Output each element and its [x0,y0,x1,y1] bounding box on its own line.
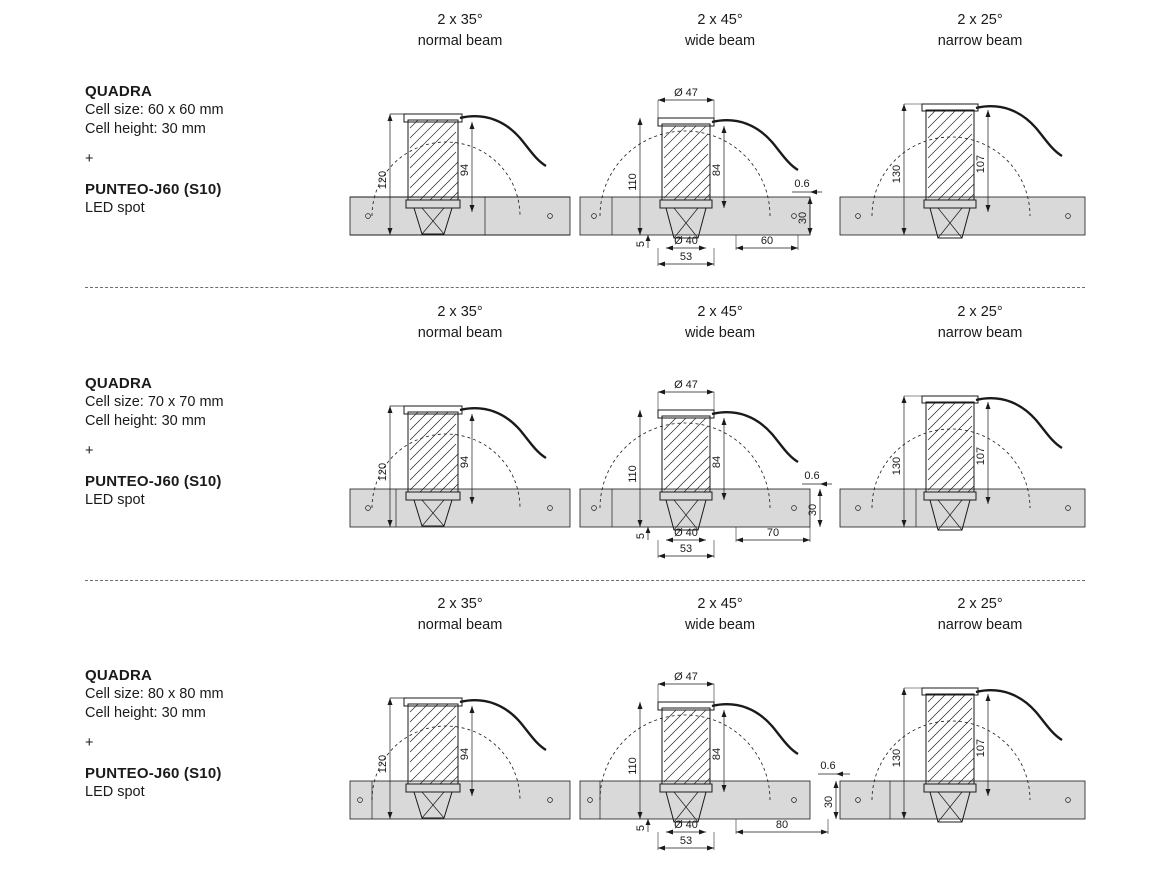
beam-degrees: 2 x 25° [957,12,1003,28]
dim-slab-thickness: 30 [807,503,819,517]
product-row [0,292,1170,584]
dim-gap: 0.6 [820,760,836,772]
row-divider [85,287,1085,288]
section-drawing-wide [570,52,870,292]
dim-left: 130 [891,748,903,768]
drawing-svg [310,52,610,292]
spacer [85,723,335,734]
drawing-svg [570,52,870,292]
dim-bottom-diameter: Ø 40 [674,235,698,247]
cell-height-text: Cell height: 30 mm [85,121,206,137]
dim-left: 110 [627,465,639,483]
spacer [85,753,335,764]
plus-text: + [85,443,94,459]
dim-bottom-small: 5 [635,240,647,248]
dim-bottom-width: 53 [679,251,693,263]
dim-bottom-small: 5 [635,824,647,832]
dim-cell-width: 60 [760,235,774,247]
beam-column-narrow [830,0,1130,292]
beam-name: wide beam [684,617,756,633]
spacer [85,169,335,180]
product-type: LED spot [85,200,145,216]
beam-name: normal beam [417,617,503,633]
beam-degrees: 2 x 35° [437,304,483,320]
dim-right: 94 [459,747,471,761]
beam-name: normal beam [417,33,503,49]
dim-bottom-diameter: Ø 40 [674,819,698,831]
drawing-svg [310,344,610,584]
beam-column-narrow [830,292,1130,584]
beam-heading [570,594,870,636]
beam-degrees: 2 x 45° [697,596,743,612]
beam-heading [830,10,1130,52]
dim-right: 84 [711,455,723,469]
dim-top-diameter: Ø 47 [674,671,698,683]
drawing-svg [570,636,870,876]
dim-right: 107 [975,738,987,758]
beam-column-normal [310,0,610,292]
cell-size-text: Cell size: 80 x 80 mm [85,686,224,702]
dim-bottom-width: 53 [679,835,693,847]
beam-degrees: 2 x 35° [437,12,483,28]
dim-top-diameter: Ø 47 [674,379,698,391]
drawing-svg [570,344,870,584]
drawing-svg [830,344,1130,584]
beam-name: narrow beam [937,33,1023,49]
section-drawing-normal [310,344,610,584]
dim-left: 130 [891,456,903,476]
beam-name: wide beam [684,33,756,49]
beam-name: narrow beam [937,325,1023,341]
beam-column-narrow [830,584,1130,876]
dim-left: 110 [627,173,639,191]
beam-column-normal [310,584,610,876]
dim-right: 84 [711,163,723,177]
product-label-block [85,82,335,218]
dim-right: 94 [459,455,471,469]
beam-heading [570,302,870,344]
dim-right: 94 [459,163,471,177]
plus-text: + [85,735,94,751]
dim-left: 130 [891,164,903,184]
section-drawing-wide [570,344,870,584]
beam-column-wide [570,0,870,292]
product-code: PUNTEO-J60 (S10) [85,765,222,782]
product-code: PUNTEO-J60 (S10) [85,181,222,198]
dim-right: 84 [711,747,723,761]
section-drawing-narrow [830,344,1130,584]
product-title: QUADRA [85,375,153,392]
spacer [85,461,335,472]
dim-bottom-width: 53 [679,543,693,555]
product-type: LED spot [85,784,145,800]
drawing-svg [830,636,1130,876]
beam-column-wide [570,584,870,876]
dim-bottom-small: 5 [635,532,647,540]
product-row [0,584,1170,876]
spacer [85,431,335,442]
dim-left: 120 [377,170,389,190]
product-code: PUNTEO-J60 (S10) [85,473,222,490]
dim-cell-width: 80 [775,819,789,831]
beam-degrees: 2 x 45° [697,304,743,320]
beam-heading [830,594,1130,636]
beam-heading [830,302,1130,344]
section-drawing-normal [310,52,610,292]
beam-heading [310,594,610,636]
dim-gap: 0.6 [794,178,810,190]
drawing-svg [310,636,610,876]
product-label-block [85,666,335,802]
plus-text: + [85,151,94,167]
product-title: QUADRA [85,667,153,684]
cell-height-text: Cell height: 30 mm [85,413,206,429]
product-title: QUADRA [85,83,153,100]
cell-height-text: Cell height: 30 mm [85,705,206,721]
dim-slab-thickness: 30 [823,795,835,809]
beam-name: narrow beam [937,617,1023,633]
beam-name: normal beam [417,325,503,341]
product-type: LED spot [85,492,145,508]
dim-left: 120 [377,754,389,774]
beam-name: wide beam [684,325,756,341]
beam-column-normal [310,292,610,584]
dim-slab-thickness: 30 [797,211,809,225]
beam-heading [310,302,610,344]
spacer [85,139,335,150]
dim-right: 107 [975,154,987,174]
beam-degrees: 2 x 45° [697,12,743,28]
dim-left: 110 [627,757,639,775]
dim-gap: 0.6 [804,470,820,482]
dim-cell-width: 70 [766,527,780,539]
cell-size-text: Cell size: 60 x 60 mm [85,102,224,118]
dim-top-diameter: Ø 47 [674,87,698,99]
section-drawing-wide [570,636,870,876]
section-drawing-normal [310,636,610,876]
beam-heading [310,10,610,52]
drawing-svg [830,52,1130,292]
section-drawing-narrow [830,636,1130,876]
dim-bottom-diameter: Ø 40 [674,527,698,539]
beam-degrees: 2 x 25° [957,596,1003,612]
beam-column-wide [570,292,870,584]
product-label-block [85,374,335,510]
section-drawing-narrow [830,52,1130,292]
product-row [0,0,1170,292]
row-divider [85,580,1085,581]
beam-degrees: 2 x 35° [437,596,483,612]
cell-size-text: Cell size: 70 x 70 mm [85,394,224,410]
beam-heading [570,10,870,52]
beam-degrees: 2 x 25° [957,304,1003,320]
dim-right: 107 [975,446,987,466]
dim-left: 120 [377,462,389,482]
